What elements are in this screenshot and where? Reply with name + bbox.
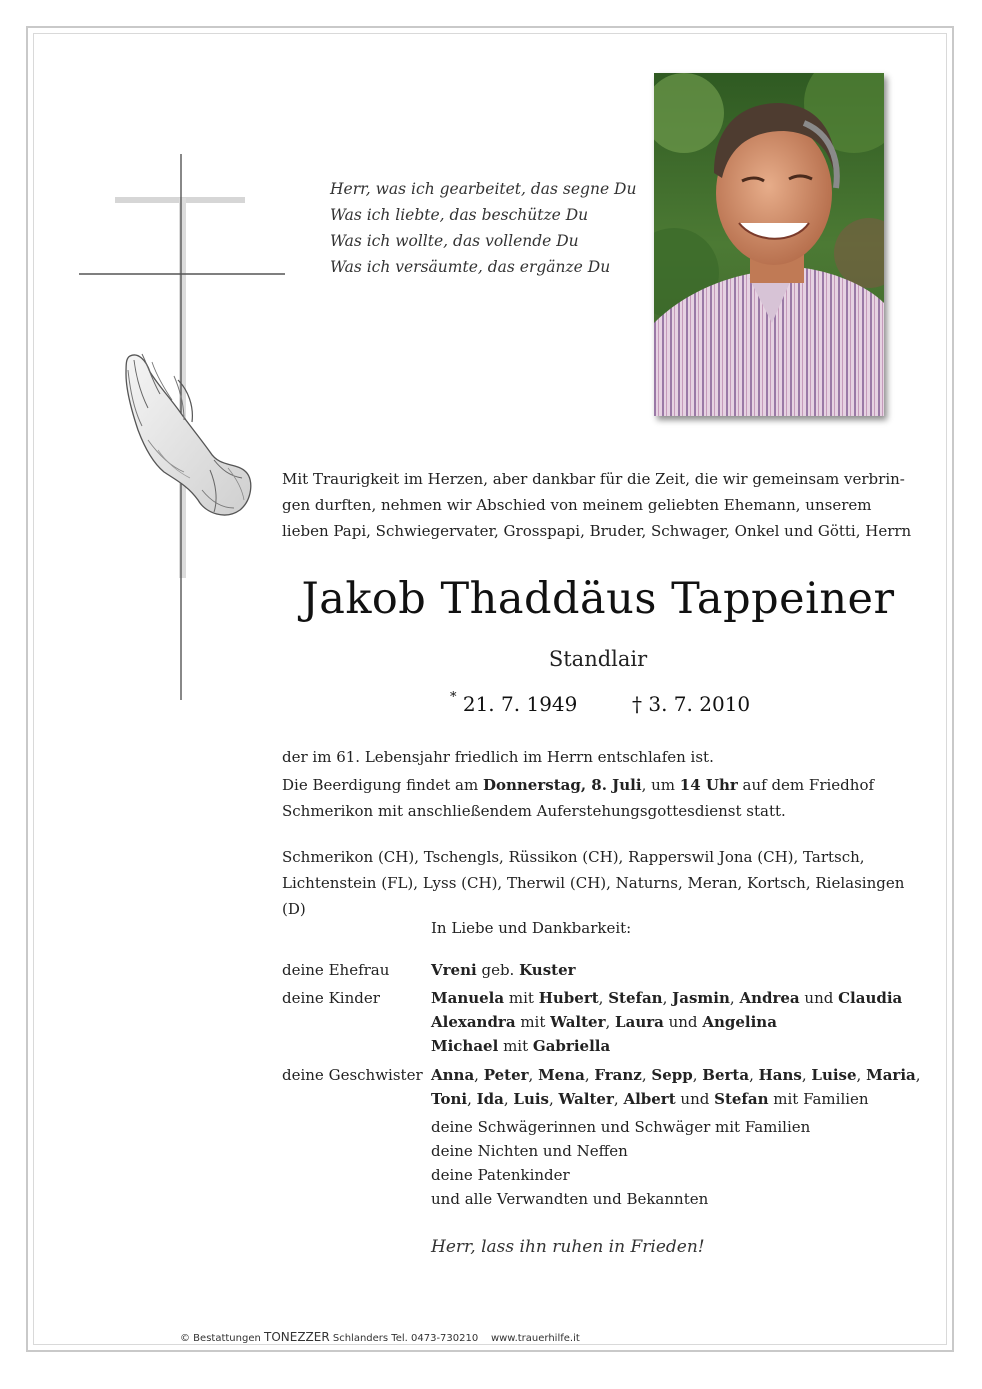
poem-line: Was ich liebte, das beschütze Du bbox=[330, 206, 589, 224]
person-name: Luis bbox=[513, 1090, 549, 1108]
person-name: Albert bbox=[623, 1090, 676, 1108]
death-date-value: 3. 7. 2010 bbox=[648, 692, 751, 716]
connector-text: und bbox=[675, 1090, 715, 1108]
others-line: und alle Verwandten und Bekannten bbox=[431, 1190, 709, 1208]
person-name: Mena bbox=[538, 1066, 585, 1084]
connector-text: und bbox=[799, 989, 839, 1007]
person-name: Ida bbox=[476, 1090, 504, 1108]
footer-brand: TONEZZER bbox=[263, 1330, 330, 1344]
connector-text: , bbox=[662, 989, 673, 1007]
person-name: Luise bbox=[811, 1066, 857, 1084]
connector-text: , bbox=[613, 1090, 624, 1108]
connector-text: , bbox=[915, 1066, 921, 1084]
siblings-line bbox=[431, 1063, 921, 1087]
person-name: Alexandra bbox=[431, 1013, 516, 1031]
connector-text: und bbox=[663, 1013, 703, 1031]
person-name: Maria bbox=[866, 1066, 916, 1084]
footer-url[interactable]: www.trauerhilfe.it bbox=[490, 1333, 580, 1344]
person-name: Peter bbox=[483, 1066, 529, 1084]
wife-names bbox=[431, 958, 921, 982]
children-names bbox=[431, 986, 921, 1058]
intro-line: lieben Papi, Schwiegervater, Grosspapi, Bruder, Schwager, Onkel und Götti, Herrn bbox=[282, 522, 912, 540]
connector-text: , bbox=[549, 1090, 559, 1108]
connector-text: , bbox=[467, 1090, 477, 1108]
siblings-names bbox=[431, 1063, 921, 1111]
funeral-day: Donnerstag, 8. Juli bbox=[482, 776, 642, 794]
wife-label: deine Ehefrau bbox=[282, 961, 390, 979]
funeral-time: 14 Uhr bbox=[679, 776, 738, 794]
connector-text: , bbox=[528, 1066, 539, 1084]
places bbox=[282, 844, 914, 922]
wife-name: Vreni bbox=[431, 961, 477, 979]
connector-text: , bbox=[729, 989, 740, 1007]
connector-text: , bbox=[598, 989, 609, 1007]
person-name: Stefan bbox=[714, 1090, 769, 1108]
connector-text: mit bbox=[498, 1037, 533, 1055]
person-name: Claudia bbox=[838, 989, 903, 1007]
person-name: Toni bbox=[431, 1090, 468, 1108]
death-symbol: † bbox=[632, 692, 642, 716]
person-name: Walter bbox=[550, 1013, 606, 1031]
intro-line: gen durften, nehmen wir Abschied von meinem geliebten Ehemann, unserem bbox=[282, 496, 872, 514]
footer bbox=[180, 1330, 580, 1344]
closing-prayer: Herr, lass ihn ruhen in Frieden! bbox=[431, 1237, 705, 1257]
children-label: deine Kinder bbox=[282, 989, 380, 1007]
others-line: deine Nichten und Neffen bbox=[431, 1142, 628, 1160]
intro-text bbox=[282, 466, 914, 544]
person-name: Franz bbox=[594, 1066, 642, 1084]
person-name: Sepp bbox=[651, 1066, 693, 1084]
children-line bbox=[431, 1034, 921, 1058]
mourners-heading: In Liebe und Dankbarkeit: bbox=[431, 919, 632, 937]
geb-text: geb. bbox=[476, 961, 520, 979]
poem-line: Was ich versäumte, das ergänze Du bbox=[330, 258, 611, 276]
praying-hands-icon bbox=[118, 350, 258, 525]
person-name: Andrea bbox=[739, 989, 800, 1007]
funeral-info bbox=[282, 772, 914, 824]
person-name: Jasmin bbox=[672, 989, 730, 1007]
person-name: Hans bbox=[758, 1066, 802, 1084]
funeral-line-1 bbox=[282, 772, 914, 798]
funeral-text: , um bbox=[641, 776, 680, 794]
person-name: Manuela bbox=[431, 989, 505, 1007]
poem-line: Was ich wollte, das vollende Du bbox=[330, 232, 579, 250]
footer-copyright: © Bestattungen bbox=[180, 1333, 264, 1344]
birth-symbol: * bbox=[450, 690, 457, 706]
person-name: Anna bbox=[431, 1066, 475, 1084]
connector-text: mit Familien bbox=[768, 1090, 869, 1108]
portrait-photo bbox=[654, 73, 884, 416]
intro-line: Mit Traurigkeit im Herzen, aber dankbar für die Zeit, die wir gemeinsam verbrin- bbox=[282, 470, 905, 488]
funeral-line-2: Schmerikon mit anschließendem Auferstehungsgottesdienst statt. bbox=[282, 802, 786, 820]
connector-text: mit bbox=[515, 1013, 551, 1031]
deceased-name: Jakob Thaddäus Tappeiner bbox=[301, 574, 895, 624]
person-name: Walter bbox=[558, 1090, 614, 1108]
connector-text: , bbox=[584, 1066, 595, 1084]
funeral-text: Die Beerdigung findet am bbox=[282, 776, 483, 794]
connector-text: , bbox=[503, 1090, 514, 1108]
person-name: Angelina bbox=[702, 1013, 777, 1031]
siblings-label: deine Geschwister bbox=[282, 1066, 423, 1084]
person-name: Stefan bbox=[608, 989, 663, 1007]
connector-text: , bbox=[605, 1013, 616, 1031]
age-line: der im 61. Lebensjahr friedlich im Herrn entschlafen ist. bbox=[282, 748, 714, 766]
poem-line: Herr, was ich gearbeitet, das segne Du bbox=[330, 180, 637, 198]
person-name: Berta bbox=[702, 1066, 750, 1084]
connector-text: , bbox=[641, 1066, 652, 1084]
poem bbox=[330, 176, 636, 280]
person-name: Laura bbox=[615, 1013, 664, 1031]
others-line: deine Schwägerinnen und Schwäger mit Familien bbox=[431, 1118, 811, 1136]
funeral-text: auf dem Friedhof bbox=[737, 776, 875, 794]
birth-date bbox=[450, 692, 577, 716]
connector-text: , bbox=[801, 1066, 812, 1084]
wife-maiden-name: Kuster bbox=[519, 961, 576, 979]
connector-text: , bbox=[856, 1066, 867, 1084]
children-line bbox=[431, 1010, 921, 1034]
connector-text: , bbox=[692, 1066, 703, 1084]
others-line: deine Patenkinder bbox=[431, 1166, 570, 1184]
footer-location: Schlanders Tel. 0473-730210 bbox=[329, 1333, 479, 1344]
siblings-line bbox=[431, 1087, 921, 1111]
places-line: Schmerikon (CH), Tschengls, Rüssikon (CH), Rapperswil Jona (CH), Tartsch, bbox=[282, 848, 865, 866]
person-name: Gabriella bbox=[532, 1037, 611, 1055]
death-date bbox=[632, 692, 750, 716]
connector-text: , bbox=[474, 1066, 484, 1084]
deceased-place: Standlair bbox=[548, 647, 648, 671]
children-line bbox=[431, 986, 921, 1010]
places-line: Lichtenstein (FL), Lyss (CH), Therwil (CH), Naturns, Meran, Kortsch, Rielasingen (D) bbox=[282, 874, 905, 918]
person-name: Michael bbox=[431, 1037, 499, 1055]
others-list bbox=[431, 1115, 921, 1211]
person-name: Hubert bbox=[538, 989, 599, 1007]
connector-text: mit bbox=[504, 989, 539, 1007]
connector-text: , bbox=[749, 1066, 759, 1084]
birth-date-value: 21. 7. 1949 bbox=[462, 692, 578, 716]
